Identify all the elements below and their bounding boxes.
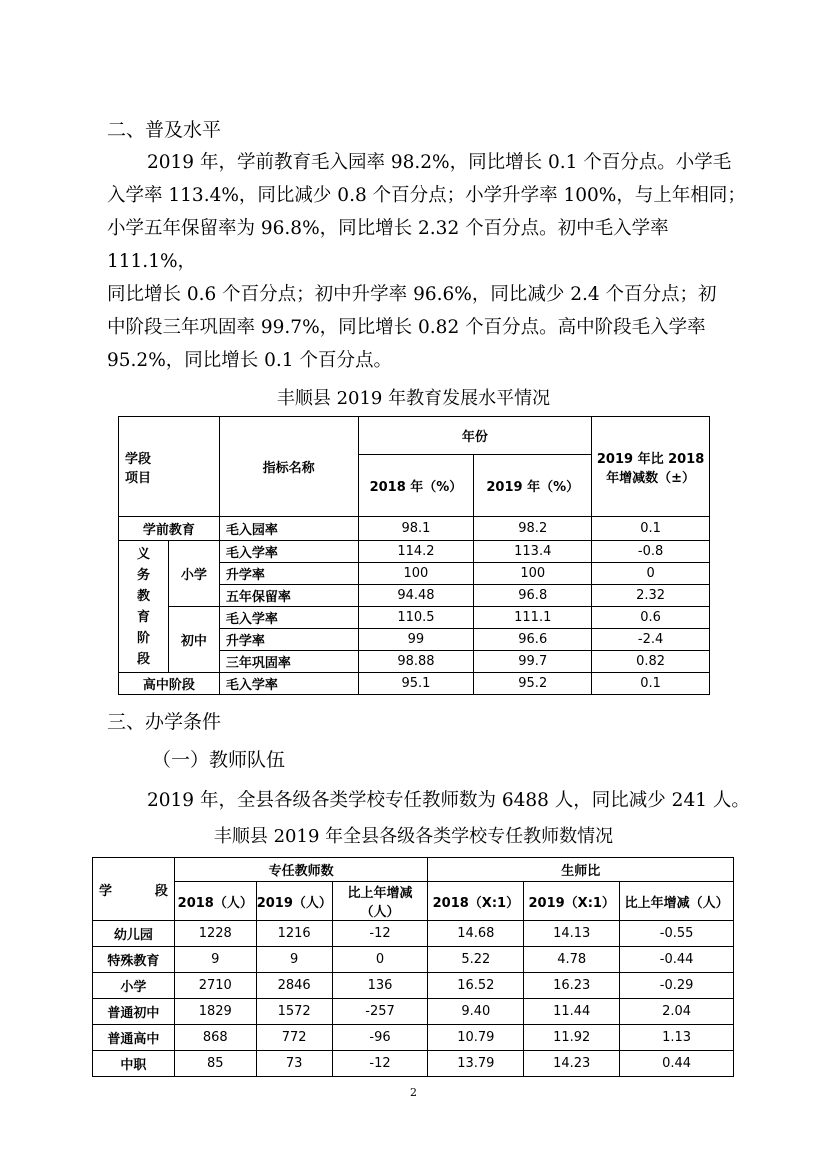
teachers-2018: 1829: [174, 999, 256, 1025]
stage-compulsory-char: 义: [136, 546, 150, 562]
table-row: [93, 921, 734, 947]
ratio-2019: 14.23: [524, 1051, 620, 1077]
value-change: -0.8: [592, 541, 710, 563]
teachers-2019: 9: [256, 947, 332, 973]
ratio-2018: 9.40: [428, 999, 524, 1025]
teachers-2018: 2710: [174, 973, 256, 999]
value-change: 0.6: [592, 607, 710, 629]
table2-caption: 丰顺县 2019 年全县各级各类学校专任教师数情况: [213, 826, 614, 847]
stage-compulsory-char: 务: [136, 567, 150, 583]
ratio-change: 1.13: [620, 1025, 734, 1051]
header-year: 年份: [358, 417, 592, 455]
stage-name: 幼儿园: [93, 921, 175, 947]
value-change: 0.1: [592, 673, 710, 695]
value-2019: 95.2: [474, 673, 592, 695]
para-line: 同比增长 0.6 个百分点；初中升学率 96.6%，同比减少 2.4 个百分点；初: [107, 284, 717, 305]
ratio-change: 2.04: [620, 999, 734, 1025]
indicator-name: 毛入学率: [219, 607, 358, 629]
table-row: [119, 517, 710, 541]
table-row: [93, 947, 734, 973]
value-2018: 110.5: [358, 607, 474, 629]
table-row: [93, 999, 734, 1025]
stage-compulsory-char: 阶: [136, 630, 150, 646]
teachers-2019: 73: [256, 1051, 332, 1077]
indicator-name: 毛入园率: [219, 517, 358, 541]
value-2018: 94.48: [358, 585, 474, 607]
header-stage-a: 学: [99, 883, 113, 899]
header-stage-b: 段: [154, 883, 168, 899]
value-2019: 100: [474, 563, 592, 585]
teachers-change: -96: [332, 1025, 428, 1051]
header-change-line2: 年增减数（±）: [606, 470, 696, 486]
value-change: 0.82: [592, 651, 710, 673]
table-row: [119, 607, 710, 629]
table-row: [119, 673, 710, 695]
ratio-change: -0.44: [620, 947, 734, 973]
ratio-change: -0.29: [620, 973, 734, 999]
para-line: 2019 年，学前教育毛入园率 98.2%，同比增长 0.1 个百分点。小学毛: [147, 152, 732, 173]
value-change: -2.4: [592, 629, 710, 651]
teachers-2018: 9: [174, 947, 256, 973]
indicator-name: 升学率: [219, 563, 358, 585]
value-change: 0.1: [592, 517, 710, 541]
value-change: 2.32: [592, 585, 710, 607]
ratio-2019: 11.44: [524, 999, 620, 1025]
teachers-change: -12: [332, 1051, 428, 1077]
stage-compulsory-char: 教: [136, 588, 150, 604]
subheader: 比上年增减（人）: [620, 882, 734, 921]
stage-name: 小学: [93, 973, 175, 999]
value-change: 0: [592, 563, 710, 585]
teachers-2018: 1228: [174, 921, 256, 947]
teachers-paragraph: 2019 年，全县各级各类学校专任教师数为 6488 人，同比减少 241 人。: [147, 790, 750, 811]
stage-preschool: 学前教育: [119, 517, 220, 541]
header-change-line1: 2019 年比 2018: [596, 451, 705, 467]
ratio-2019: 14.13: [524, 921, 620, 947]
ratio-2018: 14.68: [428, 921, 524, 947]
ratio-2019: 16.23: [524, 973, 620, 999]
stage-compulsory: [119, 541, 169, 673]
header-indicator: 指标名称: [219, 417, 358, 517]
header-teachers: 专任教师数: [174, 858, 428, 882]
value-2019: 113.4: [474, 541, 592, 563]
page-number: 2: [410, 1086, 417, 1099]
teachers-table: [92, 857, 734, 1077]
table-row: [93, 1051, 734, 1077]
table-row: [93, 1025, 734, 1051]
stage-name: 普通初中: [93, 999, 175, 1025]
stage-primary: 小学: [168, 541, 219, 607]
header-item: 项目: [125, 470, 152, 486]
indicator-name: 毛入学率: [219, 673, 358, 695]
ratio-2018: 16.52: [428, 973, 524, 999]
teachers-2019: 772: [256, 1025, 332, 1051]
teachers-2018: 868: [174, 1025, 256, 1051]
stage-junior: 初中: [168, 607, 219, 673]
stage-name: 特殊教育: [93, 947, 175, 973]
para-line: 入学率 113.4%，同比减少 0.8 个百分点；小学升学率 100%，与上年相同；: [107, 185, 746, 206]
value-2018: 95.1: [358, 673, 474, 695]
stage-name: 普通高中: [93, 1025, 175, 1051]
teachers-2019: 1572: [256, 999, 332, 1025]
header-2018: 2018 年（%）: [358, 455, 474, 517]
section-title-coverage: 二、普及水平: [107, 119, 222, 141]
value-2019: 111.1: [474, 607, 592, 629]
teachers-change: -257: [332, 999, 428, 1025]
value-2019: 96.6: [474, 629, 592, 651]
value-2018: 98.1: [358, 517, 474, 541]
indicator-name: 毛入学率: [219, 541, 358, 563]
header-stage: 学段: [125, 451, 152, 467]
teachers-change: 0: [332, 947, 428, 973]
table-row: [119, 541, 710, 563]
ratio-change: -0.55: [620, 921, 734, 947]
value-2019: 99.7: [474, 651, 592, 673]
teachers-2019: 1216: [256, 921, 332, 947]
table-row: [93, 973, 734, 999]
subheader: 2019（人）: [256, 882, 332, 921]
ratio-2018: 5.22: [428, 947, 524, 973]
value-2018: 100: [358, 563, 474, 585]
teachers-2019: 2846: [256, 973, 332, 999]
ratio-2019: 11.92: [524, 1025, 620, 1051]
indicator-name: 升学率: [219, 629, 358, 651]
ratio-2019: 4.78: [524, 947, 620, 973]
subheader: 比上年增减（人）: [332, 882, 428, 921]
header-ratio: 生师比: [428, 858, 734, 882]
teachers-2018: 85: [174, 1051, 256, 1077]
value-2018: 114.2: [358, 541, 474, 563]
value-2019: 96.8: [474, 585, 592, 607]
coverage-paragraph: [107, 146, 747, 377]
stage-high: 高中阶段: [119, 673, 220, 695]
value-2018: 98.88: [358, 651, 474, 673]
value-2018: 99: [358, 629, 474, 651]
para-line: 中阶段三年巩固率 99.7%，同比增长 0.82 个百分点。高中阶段毛入学率: [107, 317, 706, 338]
teachers-change: -12: [332, 921, 428, 947]
para-line: 小学五年保留率为 96.8%，同比增长 2.32 个百分点。初中毛入学率 111.1%，: [107, 218, 669, 272]
stage-name: 中职: [93, 1051, 175, 1077]
subheader: 2019（X:1）: [524, 882, 620, 921]
teachers-change: 136: [332, 973, 428, 999]
value-2019: 98.2: [474, 517, 592, 541]
section-title-conditions: 三、办学条件: [107, 711, 222, 733]
ratio-2018: 13.79: [428, 1051, 524, 1077]
subheader: 2018（X:1）: [428, 882, 524, 921]
ratio-change: 0.44: [620, 1051, 734, 1077]
indicator-name: 五年保留率: [219, 585, 358, 607]
stage-compulsory-char: 段: [136, 651, 150, 667]
header-2019: 2019 年（%）: [474, 455, 592, 517]
subsection-title-teachers: （一）教师队伍: [152, 749, 286, 771]
table1-caption: 丰顺县 2019 年教育发展水平情况: [276, 388, 551, 409]
header-stage: [93, 858, 175, 921]
para-line: 95.2%，同比增长 0.1 个百分点。: [107, 350, 392, 371]
subheader: 2018（人）: [174, 882, 256, 921]
header-change: [592, 417, 710, 517]
stage-compulsory-char: 育: [136, 609, 150, 625]
header-stage-item: [119, 417, 220, 517]
indicator-name: 三年巩固率: [219, 651, 358, 673]
ratio-2018: 10.79: [428, 1025, 524, 1051]
education-level-table: [118, 416, 710, 695]
